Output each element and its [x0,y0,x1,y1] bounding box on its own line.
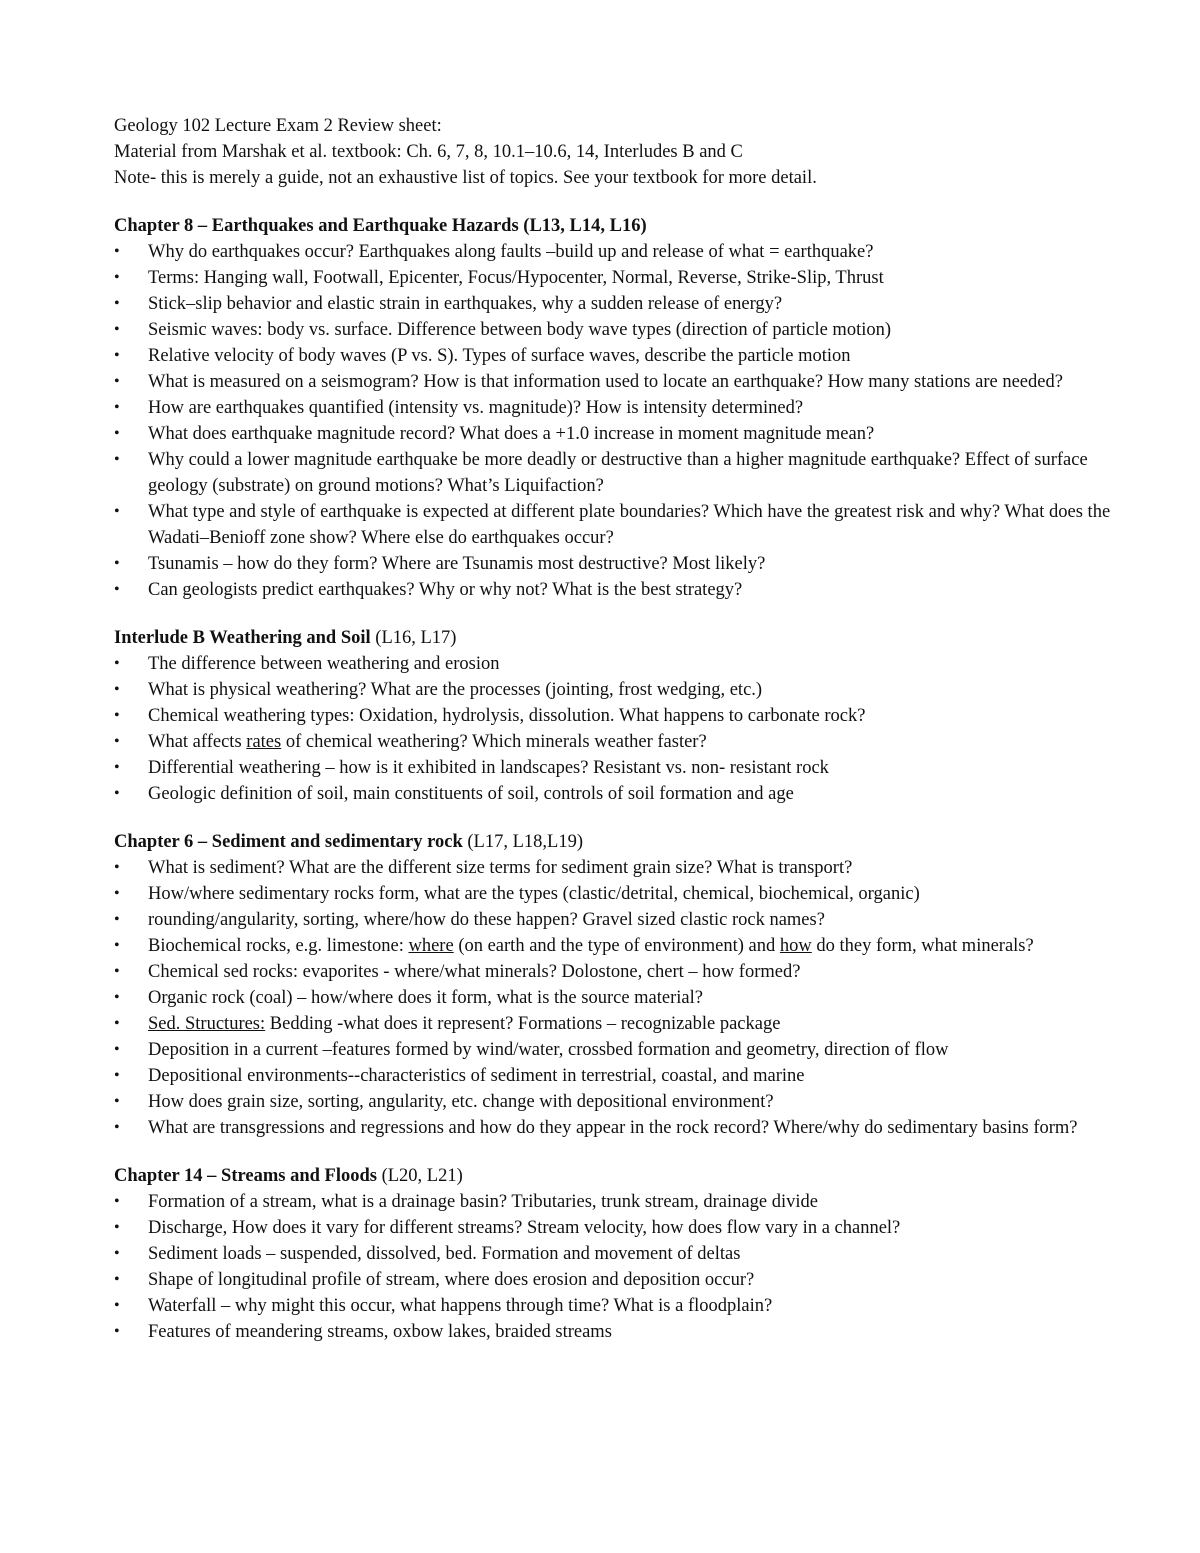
list-item [114,1037,1114,1063]
list-item [114,1011,1114,1037]
list-item-text: How does grain size, sorting, angularity, etc. change with depositional environment? [148,1092,774,1112]
list-item-text: Terms: Hanging wall, Footwall, Epicenter, Focus/Hypocenter, Normal, Reverse, Strike-Slip, Thrust [148,268,884,288]
section-heading-title: Chapter 8 – Earthquakes and Earthquake Hazards (L13, L14, L16) [114,216,647,236]
list-item [114,343,1114,369]
bullet-list [114,1189,1114,1345]
list-item-text: Can geologists predict earthquakes? Why or why not? What is the best strategy? [148,580,743,600]
section-heading-lectures: (L20, L21) [376,1166,463,1186]
list-item-text: Formation of a stream, what is a drainage basin? Tributaries, trunk stream, drainage divide [148,1192,818,1212]
list-item [114,447,1114,499]
bullet-icon: • [114,1193,120,1210]
bullet-icon: • [114,859,120,876]
list-item-text: Organic rock (coal) – how/where does it form, what is the source material? [148,988,703,1008]
list-item-text: Deposition in a current –features formed by wind/water, crossbed formation and geometry, direction of flow [148,1040,949,1060]
bullet-icon: • [114,1297,120,1314]
list-item [114,1063,1114,1089]
bullet-list [114,855,1114,1141]
bullet-icon: • [114,555,120,572]
bullet-icon: • [114,1093,120,1110]
section-heading-lectures: (L17, L18,L19) [462,832,583,852]
list-item [114,369,1114,395]
list-item-text: What is sediment? What are the different size terms for sediment grain size? What is transport? [148,858,853,878]
list-item-text: Sediment loads – suspended, dissolved, bed. Formation and movement of deltas [148,1244,741,1264]
list-item [114,907,1114,933]
review-sheet-page [114,113,1114,1345]
list-item [114,755,1114,781]
bullet-icon: • [114,451,120,468]
bullet-icon: • [114,885,120,902]
bullet-icon: • [114,425,120,442]
list-item [114,1319,1114,1345]
list-item [114,881,1114,907]
bullet-icon: • [114,243,120,260]
list-item-text: rounding/angularity, sorting, where/how do these happen? Gravel sized clastic rock names? [148,910,825,930]
list-item [114,677,1114,703]
list-item [114,985,1114,1011]
list-item [114,499,1114,551]
document-title: Geology 102 Lecture Exam 2 Review sheet: [114,116,442,136]
underlined-text: rates [246,732,282,752]
list-item [114,1089,1114,1115]
section-heading [114,1163,1114,1189]
bullet-icon: • [114,937,120,954]
list-item-text: Differential weathering – how is it exhibited in landscapes? Resistant vs. non- resistant rock [148,758,829,778]
section-heading-title: Interlude B Weathering and Soil [114,628,371,648]
list-item-text: What does earthquake magnitude record? What does a +1.0 increase in moment magnitude mean? [148,424,875,444]
list-item [114,1215,1114,1241]
list-item-text: The difference between weathering and erosion [148,654,500,674]
section-2 [114,625,1114,807]
bullet-icon: • [114,347,120,364]
list-item [114,1241,1114,1267]
section-heading-lectures: (L16, L17) [370,628,457,648]
list-item-text: Chemical sed rocks: evaporites - where/what minerals? Dolostone, chert – how formed? [148,962,801,982]
list-item [114,959,1114,985]
bullet-icon: • [114,295,120,312]
bullet-icon: • [114,503,120,520]
list-item [114,291,1114,317]
bullet-icon: • [114,1015,120,1032]
list-item-text: Waterfall – why might this occur, what happens through time? What is a floodplain? [148,1296,773,1316]
bullet-list [114,651,1114,807]
list-item-text: What is physical weathering? What are the processes (jointing, frost wedging, etc.) [148,680,763,700]
list-item-text: What type and style of earthquake is expected at different plate boundaries? Which have the greatest risk and why? What does the Wadati–Benioff zone show? Where else do earthquakes occur? [148,502,1111,548]
bullet-icon: • [114,911,120,928]
bullet-icon: • [114,1219,120,1236]
bullet-icon: • [114,655,120,672]
list-item [114,395,1114,421]
bullet-icon: • [114,1067,120,1084]
bullet-icon: • [114,1041,120,1058]
list-item [114,781,1114,807]
section-heading [114,213,1114,239]
bullet-icon: • [114,1271,120,1288]
list-item-text: Chemical weathering types: Oxidation, hydrolysis, dissolution. What happens to carbonate rock? [148,706,866,726]
list-item-text: of chemical weathering? Which minerals weather faster? [281,732,707,752]
underlined-text: how [779,936,812,956]
list-item-text: Stick–slip behavior and elastic strain in earthquakes, why a sudden release of energy? [148,294,783,314]
bullet-icon: • [114,963,120,980]
list-item [114,1293,1114,1319]
list-item [114,239,1114,265]
list-item [114,1189,1114,1215]
underlined-text: where [408,936,454,956]
list-item-text: Why do earthquakes occur? Earthquakes along faults –build up and release of what = earthquake? [148,242,874,262]
list-item-text: Shape of longitudinal profile of stream, where does erosion and deposition occur? [148,1270,755,1290]
sections-container [114,213,1114,1345]
bullet-icon: • [114,759,120,776]
bullet-list [114,239,1114,603]
list-item-text: What are transgressions and regressions and how do they appear in the rock record? Where/why do sedimentary basins form? [148,1118,1078,1138]
bullet-icon: • [114,373,120,390]
list-item-text: Features of meandering streams, oxbow lakes, braided streams [148,1322,612,1342]
list-item [114,421,1114,447]
list-item [114,855,1114,881]
list-item-text: Biochemical rocks, e.g. limestone: [148,936,409,956]
underlined-text: Sed. Structures: [148,1014,266,1034]
note-line: Note- this is merely a guide, not an exhaustive list of topics. See your textbook for more detail. [114,168,817,188]
list-item-text: Relative velocity of body waves (P vs. S). Types of surface waves, describe the particle motion [148,346,851,366]
list-item [114,317,1114,343]
bullet-icon: • [114,581,120,598]
list-item-text: Bedding -what does it represent? Formations – recognizable package [265,1014,781,1034]
material-line: Material from Marshak et al. textbook: Ch. 6, 7, 8, 10.1–10.6, 14, Interludes B and C [114,142,743,162]
list-item-text: Seismic waves: body vs. surface. Difference between body wave types (direction of particle motion) [148,320,892,340]
list-item-text: Depositional environments--characteristics of sediment in terrestrial, coastal, and marine [148,1066,805,1086]
list-item-text: What affects [148,732,247,752]
list-item-text: Tsunamis – how do they form? Where are Tsunamis most destructive? Most likely? [148,554,766,574]
section-heading [114,625,1114,651]
bullet-icon: • [114,681,120,698]
bullet-icon: • [114,1323,120,1340]
list-item [114,933,1114,959]
list-item-text: (on earth and the type of environment) and [453,936,780,956]
section-4 [114,1163,1114,1345]
list-item [114,551,1114,577]
bullet-icon: • [114,707,120,724]
list-item [114,651,1114,677]
bullet-icon: • [114,1245,120,1262]
list-item [114,703,1114,729]
section-1 [114,213,1114,603]
bullet-icon: • [114,269,120,286]
list-item-text: Discharge, How does it vary for different streams? Stream velocity, how does flow vary in a channel? [148,1218,901,1238]
bullet-icon: • [114,321,120,338]
list-item [114,1115,1114,1141]
bullet-icon: • [114,785,120,802]
section-heading-title: Chapter 14 – Streams and Floods [114,1166,377,1186]
list-item-text: How are earthquakes quantified (intensity vs. magnitude)? How is intensity determined? [148,398,804,418]
bullet-icon: • [114,1119,120,1136]
section-3 [114,829,1114,1141]
section-heading [114,829,1114,855]
list-item [114,577,1114,603]
bullet-icon: • [114,733,120,750]
bullet-icon: • [114,989,120,1006]
bullet-icon: • [114,399,120,416]
list-item [114,729,1114,755]
section-heading-title: Chapter 6 – Sediment and sedimentary rock [114,832,463,852]
list-item-text: Why could a lower magnitude earthquake be more deadly or destructive than a higher magnitude earthquake? Effect of surface geology (substrate) on ground motions? What’s Liquifaction? [148,450,1088,496]
list-item-text: do they form, what minerals? [811,936,1034,956]
list-item-text: How/where sedimentary rocks form, what are the types (clastic/detrital, chemical, biochemical, organic) [148,884,920,904]
list-item-text: What is measured on a seismogram? How is that information used to locate an earthquake? How many stations are needed? [148,372,1063,392]
list-item-text: Geologic definition of soil, main constituents of soil, controls of soil formation and age [148,784,794,804]
list-item [114,265,1114,291]
list-item [114,1267,1114,1293]
